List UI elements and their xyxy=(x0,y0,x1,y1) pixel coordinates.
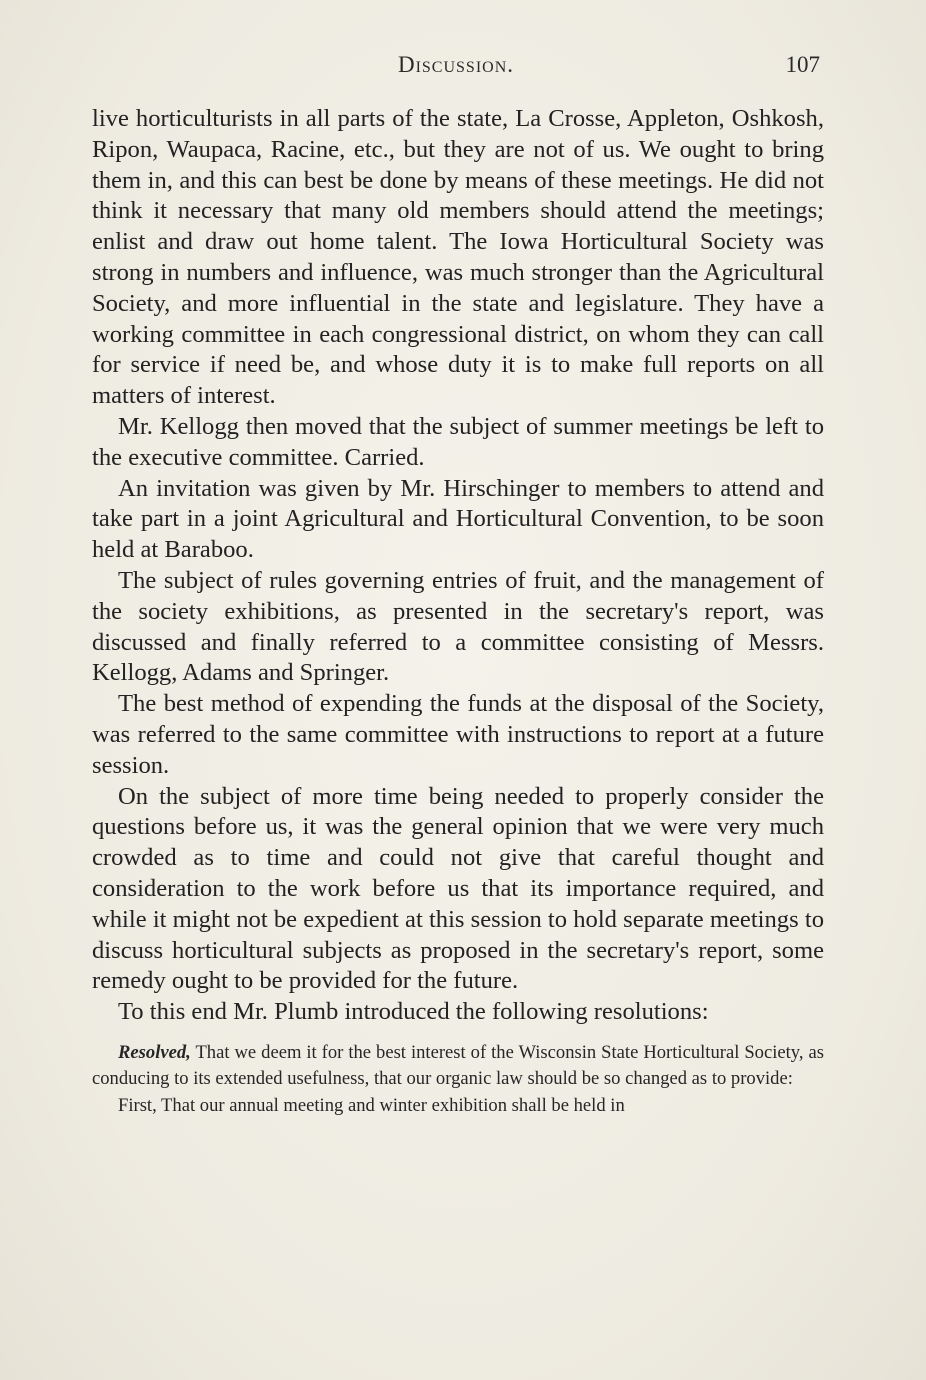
paragraph-rules: The subject of rules governing entries of fruit, and the management of the society exhibitions, as presented in the secretary's report, was discussed and finally referred to a committee consisting of Messrs. Kellogg, Adams and Springer. xyxy=(92,566,824,687)
resolution-lead: Resolved, xyxy=(118,1041,191,1063)
paragraph-continuation: live horticulturists in all parts of the state, La Crosse, Appleton, Oshkosh, Ripon, Waupaca, Racine, etc., but they are not of us. We ought to bring them in, and this can best be done by means of these meetings. He did not think it necessary that many old members should attend the meetings; enlist and draw out home talent. The Iowa Horticultural Society was strong in numbers and influence, was much stronger than the Agricultural Society, and more influential in the state and legislature. They have a working committee in each congressional district, on whom they can call for service if need be, and whose duty it is to make full reports on all matters of interest. xyxy=(92,105,824,410)
running-head xyxy=(90,50,822,84)
resolution-paragraph xyxy=(92,1040,824,1093)
paragraph-invitation: An invitation was given by Mr. Hirschinger to members to attend and take part in a joint Agricultural and Horticultural Convention, to be soon held at Baraboo. xyxy=(92,474,824,564)
paragraph-funds: The best method of expending the funds at the disposal of the Society, was referred to the same committee with instructions to report at a future session. xyxy=(92,690,824,779)
paragraph-resolutions-intro: To this end Mr. Plumb introduced the following resolutions: xyxy=(118,998,709,1026)
resolution-block xyxy=(92,1040,824,1120)
running-title: Discussion. xyxy=(397,52,515,77)
resolution-text: That we deem it for the best interest of the Wisconsin State Horticultural Society, as conducing to its extended usefulness, that our organic law should be so changed as to provide: xyxy=(92,1041,825,1090)
paragraph-summer-meetings: Mr. Kellogg then moved that the subject of summer meetings be left to the executive committee. Carried. xyxy=(92,412,824,471)
body-text xyxy=(92,104,824,1119)
resolution-first-clause: First, That our annual meeting and winter exhibition shall be held in xyxy=(118,1094,625,1116)
page-number: 107 xyxy=(785,52,820,77)
paragraph-more-time: On the subject of more time being needed to properly consider the questions before us, it was the general opinion that we were very much crowded as to time and could not give that careful thought and consideration to the work before us that its importance required, and while it might not be expedient at this session to hold separate meetings to discuss horticultural subjects as proposed in the secretary's report, some remedy ought to be provided for the future. xyxy=(92,782,824,995)
